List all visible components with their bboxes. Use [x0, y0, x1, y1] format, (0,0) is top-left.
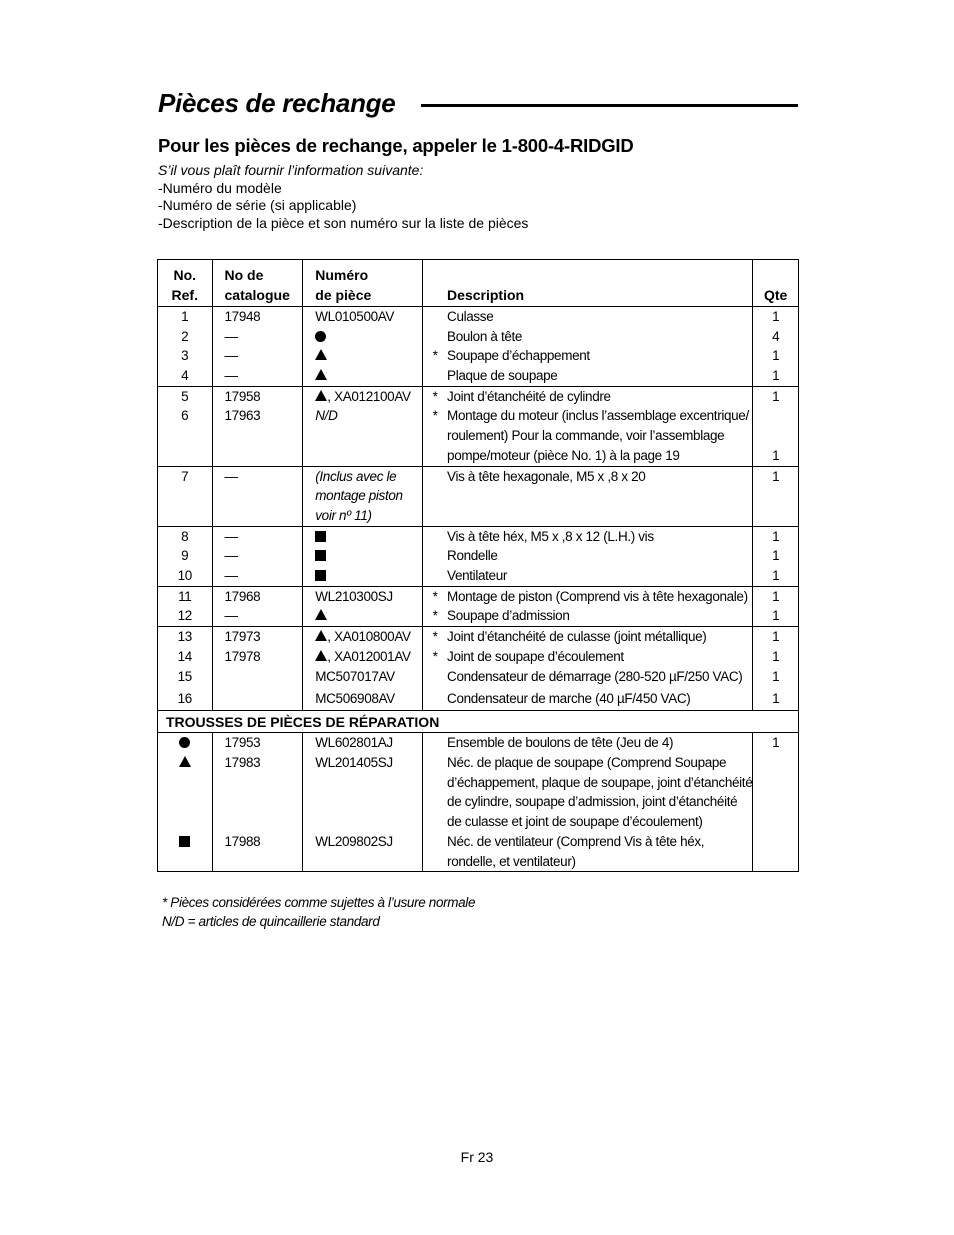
- qty-value: 1: [772, 588, 780, 604]
- kit-description-value: [423, 733, 752, 753]
- kit-catalog-value: [225, 852, 303, 872]
- qty-value: 1: [772, 567, 780, 583]
- kit-part-number-cell: [303, 733, 423, 872]
- description-text: Néc. de ventilateur (Comprend Vis à tête héx,: [447, 833, 705, 849]
- wear-part-star-icon: [423, 506, 447, 526]
- table-row-group: [158, 466, 799, 526]
- description-text: Joint de soupape d’écoulement: [447, 648, 624, 664]
- qty-value: 4: [772, 328, 780, 344]
- part-number-value: [315, 387, 422, 407]
- description-value: [423, 688, 752, 710]
- description-text: Condensateur de marche (40 µF/450 VAC): [447, 691, 691, 707]
- kit-symbol-cell: [158, 733, 213, 872]
- bolt-kit-symbol-icon: [315, 331, 326, 342]
- description-value: [423, 467, 752, 487]
- kits-row: [158, 733, 799, 872]
- description-cell: [423, 526, 753, 586]
- wear-part-star-icon: [423, 467, 447, 487]
- header-part: [303, 260, 423, 307]
- footnote-wear: * Pièces considérées comme sujettes à l’usure normale: [162, 895, 476, 910]
- part-number-cell: [303, 526, 423, 586]
- kit-catalog-value: 17953: [224, 735, 261, 751]
- kit-part-number-value: [315, 812, 422, 832]
- spacer: [423, 832, 447, 852]
- part-number-value: [315, 527, 422, 547]
- part-number-cell: [303, 627, 423, 711]
- catalog-value: —: [224, 328, 238, 344]
- part-number-value: MC507017AV: [315, 669, 395, 685]
- catalog-cell: [212, 386, 303, 466]
- part-number-value: [315, 627, 422, 647]
- description-text: Joint d’étanchéité de culasse (joint métallique): [447, 629, 707, 644]
- kit-part-number-value: WL201405SJ: [315, 755, 393, 771]
- catalog-value: 17948: [224, 309, 261, 324]
- description-text: Plaque de soupape: [447, 368, 558, 384]
- kit-description-cell: [423, 733, 753, 872]
- description-text: Néc. de plaque de soupape (Comprend Soupape: [447, 755, 727, 771]
- description-cell: [423, 627, 753, 711]
- qty-value: 1: [772, 468, 780, 484]
- catalog-value: 17963: [224, 408, 261, 424]
- intro-line: -Description de la pièce et son numéro sur la liste de pièces: [158, 214, 529, 231]
- ref-value: 4: [181, 368, 189, 384]
- qty-cell: [753, 627, 799, 711]
- valve-kit-symbol-icon: [315, 369, 327, 380]
- spacer: [423, 753, 447, 773]
- kit-catalog-value: 17988: [224, 833, 261, 849]
- qty-value: 1: [772, 691, 780, 707]
- parts-table-body: [158, 307, 799, 872]
- title-rule: [421, 104, 798, 107]
- description-text: Ventilateur: [447, 567, 507, 583]
- qty-value: 1: [772, 548, 780, 564]
- part-number-value: [315, 346, 422, 366]
- table-row-group: [158, 386, 799, 466]
- description-value: [423, 406, 752, 426]
- spacer: [423, 773, 447, 793]
- qty-value: 1: [772, 669, 780, 685]
- description-value: [423, 666, 752, 688]
- intro-lead: S’il vous plaît fournir l’information suivante:: [158, 162, 424, 178]
- description-value: [423, 346, 752, 366]
- description-value: [423, 366, 752, 386]
- description-text: roulement) Pour la commande, voir l’assemblage: [447, 428, 725, 444]
- qty-cell: [753, 526, 799, 586]
- kit-qty-value: [753, 773, 798, 793]
- valve-kit-symbol-icon: [315, 609, 327, 620]
- valve-kit-symbol-icon: [315, 349, 327, 360]
- part-number-value: WL010500AV: [315, 309, 395, 324]
- qty-cell: [753, 586, 799, 626]
- ref-cell: [158, 586, 213, 626]
- ref-value: 8: [181, 528, 189, 544]
- bolt-kit-symbol-icon: [179, 737, 190, 748]
- part-number-value: [315, 546, 422, 566]
- wear-part-star-icon: [423, 527, 447, 547]
- fan-kit-symbol-icon: [315, 531, 326, 542]
- header-catalog: [212, 260, 303, 307]
- description-text: de cylindre, soupape d’admission, joint d’étanchéité: [447, 794, 738, 810]
- valve-kit-symbol-icon: [315, 650, 327, 661]
- description-text: Ensemble de boulons de tête (Jeu de 4): [447, 735, 674, 751]
- qty-cell: [753, 466, 799, 526]
- ref-value: [158, 486, 212, 506]
- header-ref-line: Ref.: [171, 287, 198, 303]
- header-ref-line: No.: [173, 267, 197, 283]
- qty-cell: [753, 307, 799, 387]
- description-value: [423, 506, 752, 526]
- kit-part-number-value: [315, 852, 422, 872]
- ref-value: 15: [177, 669, 192, 685]
- description-text: Joint d’étanchéité de cylindre: [447, 388, 611, 404]
- table-row-group: [158, 307, 799, 387]
- table-row-group: [158, 526, 799, 586]
- description-value: [423, 627, 752, 647]
- description-text: rondelle, et ventilateur): [447, 853, 576, 869]
- kit-symbol: [158, 733, 212, 753]
- description-value: [423, 327, 752, 347]
- wear-part-star-icon: [423, 366, 447, 386]
- catalog-value: [225, 688, 303, 710]
- part-number-text: , XA012100AV: [327, 388, 411, 404]
- wear-part-star-icon: *: [432, 588, 438, 604]
- part-number-value: [315, 647, 422, 667]
- catalog-value: —: [224, 468, 238, 484]
- table-row-group: [158, 586, 799, 626]
- description-text: Rondelle: [447, 548, 498, 564]
- footnote-nd: N/D = articles de quincaillerie standard: [162, 914, 380, 929]
- parts-table: [157, 259, 799, 872]
- qty-value: 1: [772, 309, 780, 324]
- description-value: [423, 426, 752, 446]
- kit-catalog-value: [225, 773, 303, 793]
- part-number-cell: [303, 307, 423, 387]
- qty-value: 1: [772, 447, 780, 463]
- ref-value: 2: [181, 328, 189, 344]
- part-number-value: [315, 426, 422, 446]
- description-value: [423, 387, 752, 407]
- intro-block: [158, 162, 528, 232]
- description-cell: [423, 466, 753, 526]
- description-value: [423, 606, 752, 626]
- catalog-value: 17973: [224, 629, 261, 644]
- subtitle: Pour les pièces de rechange, appeler le 1-800-4-RIDGID: [158, 135, 634, 156]
- wear-part-star-icon: *: [432, 388, 438, 404]
- part-number-value: [315, 566, 422, 586]
- description-text: Soupape d’admission: [447, 608, 570, 624]
- part-number-value: MC506908AV: [315, 691, 395, 707]
- wear-part-star-icon: *: [432, 608, 438, 624]
- description-cell: [423, 586, 753, 626]
- fan-kit-symbol-icon: [315, 550, 326, 561]
- part-number-text: , XA010800AV: [327, 629, 411, 644]
- kit-part-number-value: WL602801AJ: [315, 735, 393, 751]
- qty-value: 1: [772, 648, 780, 664]
- kit-catalog-value: [225, 792, 303, 812]
- wear-part-star-icon: *: [432, 348, 438, 364]
- qty-value: [753, 406, 798, 426]
- wear-part-star-icon: [423, 426, 447, 446]
- fan-kit-symbol-icon: [179, 836, 190, 847]
- ref-value: 9: [181, 548, 189, 564]
- wear-part-star-icon: [423, 688, 447, 710]
- description-text: Montage de piston (Comprend vis à tête hexagonale): [447, 588, 748, 604]
- intro-line: -Numéro du modèle: [158, 179, 282, 196]
- catalog-value: [225, 426, 303, 446]
- part-number-value: WL210300SJ: [315, 588, 393, 604]
- kit-symbol: [158, 832, 212, 852]
- ref-value: 1: [181, 309, 189, 324]
- ref-value: 5: [181, 388, 189, 404]
- kits-section-row: [158, 711, 799, 733]
- kit-symbol: [158, 852, 212, 872]
- ref-value: [158, 506, 212, 526]
- intro-line: -Numéro de série (si applicable): [158, 197, 357, 213]
- description-value: [423, 446, 752, 466]
- kit-part-number-value: [315, 792, 422, 812]
- kit-symbol: [158, 792, 212, 812]
- header-catalog-line: No de: [224, 267, 264, 283]
- wear-part-star-icon: [423, 327, 447, 347]
- kit-qty-cell: [753, 733, 799, 872]
- kit-qty-value: 1: [772, 735, 780, 751]
- catalog-value: —: [224, 528, 238, 544]
- header-ref: [158, 260, 213, 307]
- qty-value: [753, 486, 798, 506]
- catalog-value: —: [224, 567, 238, 583]
- description-text: de culasse et joint de soupape d’écoulement): [447, 814, 703, 830]
- wear-part-star-icon: *: [432, 648, 438, 664]
- qty-value: 1: [772, 528, 780, 544]
- qty-value: 1: [772, 608, 780, 624]
- description-value: [423, 486, 752, 506]
- wear-part-star-icon: [423, 546, 447, 566]
- ref-value: 13: [177, 629, 192, 644]
- catalog-cell: [212, 526, 303, 586]
- description-text: Culasse: [447, 309, 494, 324]
- ref-cell: [158, 526, 213, 586]
- page-number: Fr 23: [460, 1149, 494, 1165]
- kit-part-number-value: [315, 773, 422, 793]
- part-number-text: , XA012001AV: [327, 648, 411, 664]
- catalog-cell: [212, 307, 303, 387]
- kit-qty-value: [753, 792, 798, 812]
- qty-value: 1: [772, 368, 780, 384]
- kit-description-value: [423, 812, 752, 832]
- ref-value: 11: [178, 588, 192, 604]
- kit-qty-value: [753, 832, 798, 852]
- catalog-value: 17958: [224, 388, 261, 404]
- kit-catalog-value: [225, 812, 303, 832]
- description-text: Vis à tête hexagonale, M5 x ,8 x 20: [447, 468, 646, 484]
- valve-kit-symbol-icon: [179, 756, 191, 767]
- kit-part-number-value: WL209802SJ: [315, 833, 393, 849]
- catalog-value: [225, 666, 303, 688]
- spacer: [423, 792, 447, 812]
- kit-description-value: [423, 852, 752, 872]
- part-number-value: N/D: [315, 408, 338, 424]
- header-description: Description: [423, 260, 753, 307]
- qty-value: [753, 426, 798, 446]
- kits-section-title: TROUSSES DE PIÈCES DE RÉPARATION: [158, 711, 799, 733]
- kit-symbol: [158, 753, 212, 773]
- table-header-row: [158, 260, 799, 307]
- catalog-value: [225, 506, 303, 526]
- description-text: Vis à tête héx, M5 x ,8 x 12 (L.H.) vis: [447, 528, 654, 544]
- header-qty: Qte: [753, 260, 799, 307]
- title-block: [158, 88, 798, 128]
- part-number-cell: [303, 386, 423, 466]
- wear-part-star-icon: [423, 307, 447, 327]
- ref-cell: [158, 466, 213, 526]
- wear-part-star-icon: [423, 446, 447, 466]
- qty-value: 1: [772, 629, 780, 644]
- kit-catalog-cell: [212, 733, 303, 872]
- kit-description-value: [423, 753, 752, 773]
- description-value: [423, 647, 752, 667]
- description-value: [423, 527, 752, 547]
- part-number-value: [315, 606, 422, 626]
- ref-value: 10: [177, 567, 192, 583]
- part-number-cell: [303, 466, 423, 526]
- ref-cell: [158, 627, 213, 711]
- description-cell: [423, 307, 753, 387]
- part-number-value: [315, 446, 422, 466]
- ref-value: 12: [177, 608, 192, 624]
- wear-part-star-icon: [423, 666, 447, 688]
- header-part-line: Numéro: [315, 267, 369, 283]
- spacer: [423, 812, 447, 832]
- description-value: [423, 307, 752, 327]
- kit-qty-value: [753, 812, 798, 832]
- catalog-value: [225, 486, 303, 506]
- kit-symbol: [158, 773, 212, 793]
- description-value: [423, 587, 752, 607]
- page-title: Pièces de rechange: [158, 88, 396, 118]
- ref-cell: [158, 307, 213, 387]
- ref-cell: [158, 386, 213, 466]
- catalog-cell: [212, 627, 303, 711]
- part-number-value: montage piston: [315, 488, 403, 504]
- description-text: Soupape d’échappement: [447, 348, 590, 364]
- description-text: Boulon à tête: [447, 328, 523, 344]
- description-cell: [423, 386, 753, 466]
- ref-value: 16: [177, 691, 192, 707]
- table-row-group: [158, 627, 799, 711]
- description-text: pompe/moteur (pièce No. 1) à la page 19: [447, 447, 680, 463]
- ref-value: 14: [177, 648, 192, 664]
- qty-value: [753, 506, 798, 526]
- catalog-value: —: [224, 368, 238, 384]
- kit-description-value: [423, 773, 752, 793]
- header-part-line: de pièce: [315, 287, 372, 303]
- part-number-cell: [303, 586, 423, 626]
- qty-value: 1: [772, 348, 780, 364]
- kit-qty-value: [753, 753, 798, 773]
- catalog-value: 17978: [224, 648, 261, 664]
- wear-part-star-icon: *: [432, 408, 438, 424]
- ref-value: [158, 446, 212, 466]
- header-catalog-line: catalogue: [224, 287, 290, 303]
- description-text: d’échappement, plaque de soupape, joint d’étanchéité: [447, 774, 753, 790]
- description-value: [423, 546, 752, 566]
- qty-value: 1: [772, 388, 780, 404]
- wear-part-star-icon: [423, 566, 447, 586]
- catalog-value: —: [224, 348, 238, 364]
- ref-value: 3: [181, 348, 189, 364]
- description-value: [423, 566, 752, 586]
- catalog-value: —: [224, 548, 238, 564]
- kit-description-value: [423, 832, 752, 852]
- wear-part-star-icon: [423, 486, 447, 506]
- part-number-value: [315, 327, 422, 347]
- catalog-cell: [212, 466, 303, 526]
- wear-part-star-icon: *: [432, 629, 438, 644]
- spacer: [423, 852, 447, 872]
- part-number-value: voir nº 11): [315, 507, 372, 523]
- spacer: [423, 733, 447, 753]
- valve-kit-symbol-icon: [315, 390, 327, 401]
- kit-symbol: [158, 812, 212, 832]
- catalog-value: [225, 446, 303, 466]
- fan-kit-symbol-icon: [315, 570, 326, 581]
- kit-catalog-value: 17983: [224, 755, 261, 771]
- ref-value: [158, 426, 212, 446]
- part-number-value: [315, 366, 422, 386]
- ref-value: 6: [181, 408, 189, 424]
- part-number-value: (Inclus avec le: [315, 468, 397, 484]
- description-text: Condensateur de démarrage (280-520 µF/250 VAC): [447, 669, 743, 685]
- catalog-cell: [212, 586, 303, 626]
- kit-description-value: [423, 792, 752, 812]
- catalog-value: 17968: [224, 588, 261, 604]
- valve-kit-symbol-icon: [315, 630, 327, 641]
- description-text: Montage du moteur (inclus l’assemblage excentrique/: [447, 408, 749, 424]
- ref-value: 7: [181, 468, 189, 484]
- footnotes: [162, 893, 475, 931]
- kit-qty-value: [753, 852, 798, 872]
- catalog-value: —: [224, 608, 238, 624]
- qty-cell: [753, 386, 799, 466]
